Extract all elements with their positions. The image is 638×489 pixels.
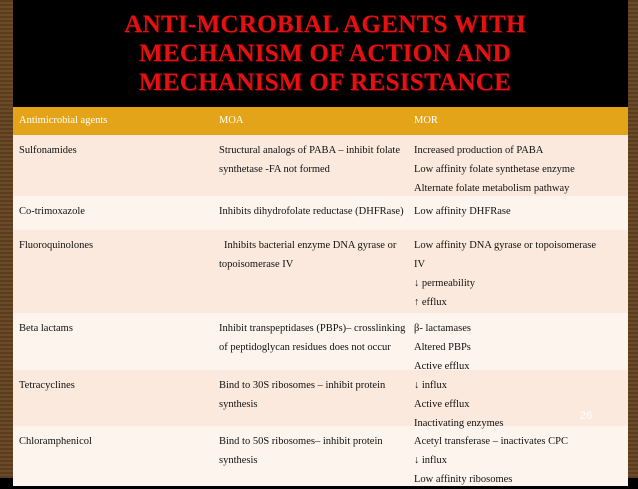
moa-cell [213, 370, 409, 426]
moa-line: synthetase -FA not formed [219, 164, 330, 175]
title-line-3: MECHANISM OF RESISTANCE [138, 69, 512, 96]
moa-line: synthesis [219, 399, 258, 410]
mor-line: Increased production of PABA [414, 145, 544, 156]
mor-line: Active efflux [414, 399, 470, 410]
header-mor: MOR [414, 115, 438, 126]
header-agents: Antimicrobial agents [19, 115, 108, 126]
moa-line: Structural analogs of PABA – inhibit folate [219, 145, 401, 156]
moa-cell [213, 313, 409, 370]
agent-cell: Chloramphenicol [19, 436, 92, 447]
mor-cell [409, 196, 628, 230]
page-number: 26 [580, 410, 593, 422]
moa-cell [213, 196, 409, 230]
mor-cell [409, 426, 628, 486]
table-row [13, 426, 628, 486]
moa-line: synthesis [219, 455, 258, 466]
mor-line: ↓ influx [414, 455, 447, 466]
antimicrobial-table [13, 107, 628, 486]
agent-cell: Sulfonamides [19, 145, 77, 156]
moa-line: of peptidoglycan residues does not occur [219, 342, 391, 353]
mor-line: ↓ permeability [414, 278, 475, 289]
mor-line: β- lactamases [414, 323, 471, 334]
mor-line: Inactivating enzymes [414, 418, 504, 429]
moa-line: Inhibits bacterial enzyme DNA gyrase or [224, 240, 397, 251]
mor-cell [409, 230, 628, 313]
moa-cell [213, 135, 409, 196]
mor-line: Low affinity ribosomes [414, 474, 513, 485]
mor-cell [409, 135, 628, 196]
moa-line: Inhibit transpeptidases (PBPs)– crosslinking [219, 323, 406, 334]
mor-line: Low affinity DHFRase [414, 206, 511, 217]
left-decorative-bar [0, 0, 13, 478]
mor-cell [409, 370, 628, 429]
title-line-2: MECHANISM OF ACTION AND [139, 40, 511, 67]
moa-line: Inhibits dihydrofolate reductase (DHFRase) [219, 206, 404, 217]
mor-line: Low affinity DNA gyrase or topoisomerase [414, 240, 597, 251]
table-header-row [13, 107, 628, 135]
moa-line: Bind to 50S ribosomes– inhibit protein [219, 436, 383, 447]
moa-line: topoisomerase IV [219, 259, 294, 270]
mor-line: Altered PBPs [414, 342, 471, 353]
mor-line: ↑ efflux [414, 297, 447, 308]
title-line-1: ANTI-MCROBIAL AGENTS WITH [124, 11, 526, 38]
mor-cell [409, 313, 628, 370]
header-moa: MOA [219, 115, 244, 126]
slide-title [60, 10, 590, 97]
agent-cell: Fluoroquinolones [19, 240, 94, 251]
mor-line: Low affinity folate synthetase enzyme [414, 164, 575, 175]
mor-line: Alternate folate metabolism pathway [414, 183, 570, 194]
moa-line: Bind to 30S ribosomes – inhibit protein [219, 380, 386, 391]
right-decorative-bar [628, 0, 638, 478]
table-row [13, 196, 628, 230]
table-row [13, 135, 628, 196]
agent-cell: Beta lactams [19, 323, 73, 334]
agent-cell: Tetracyclines [19, 380, 75, 391]
moa-cell [213, 230, 409, 313]
table-row [13, 370, 628, 429]
mor-line: IV [414, 259, 426, 270]
table-row [13, 230, 628, 313]
table-row [13, 313, 628, 370]
mor-line: ↓ influx [414, 380, 447, 391]
moa-cell [213, 426, 409, 486]
mor-line: Active efflux [414, 361, 470, 372]
mor-line: Acetyl transferase – inactivates CPC [414, 436, 568, 447]
agent-cell: Co-trimoxazole [19, 206, 85, 217]
